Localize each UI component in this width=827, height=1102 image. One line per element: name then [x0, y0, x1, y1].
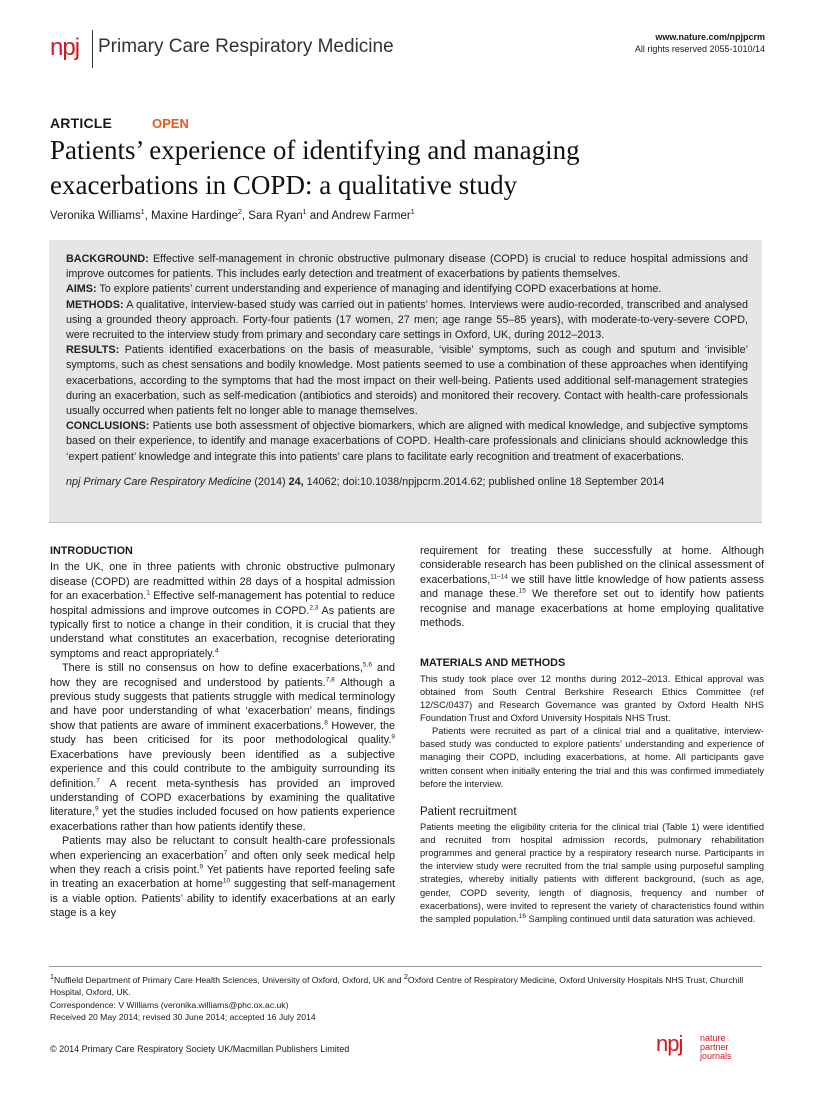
citation-volume: 24,	[288, 475, 304, 488]
body-text: suggesting that self-management is a viable option. Patients’ ability to identify exacerbations at an early stage is a key	[50, 878, 395, 920]
citation-journal: npj Primary Care Respiratory Medicine	[66, 475, 252, 488]
affiliations	[50, 971, 762, 999]
reference-link[interactable]: 7	[223, 848, 228, 856]
author-affiliation: 2	[237, 209, 242, 216]
author-list	[50, 209, 415, 222]
body-text: There is still no consensus on how to define exacerbations,	[62, 662, 363, 675]
npj-logo: npj	[50, 34, 80, 61]
body-text: yet the studies included focused on how patients experience exacerbations rather than how patients identify these.	[50, 806, 395, 833]
body-text: We therefore set out to identify how patients recognise and manage exacerbations at home employing qualitative methods.	[420, 588, 764, 630]
intro-paragraph-4	[420, 544, 764, 630]
reference-link[interactable]: 15	[518, 587, 526, 595]
abstract-label: METHODS:	[66, 298, 124, 311]
citation-line	[66, 475, 748, 490]
author-name: Maxine Hardinge	[151, 209, 238, 222]
reference-link[interactable]: 9	[391, 733, 395, 741]
left-column	[50, 544, 395, 921]
footnotes	[50, 971, 762, 1023]
reference-link[interactable]: 7,8	[325, 676, 335, 684]
rights-notice: All rights reserved 2055-1010/14	[634, 44, 765, 54]
patient-recruitment-heading: Patient recruitment	[420, 805, 517, 818]
citation-year: (2014)	[254, 475, 286, 488]
npr-line-1: nature partner	[700, 1033, 729, 1052]
reference-link[interactable]: 9	[95, 805, 99, 813]
reference-link[interactable]: 9	[199, 863, 204, 871]
abstract-text: Patients identified exacerbations on the basis of measurable, ‘visible’ symptoms, such as cough and sputum and ‘invisible’ symptoms, such as chest sensations and bodily knowledge. Most patients seemed to use a combination of these approaches when identifying exacerbations, according to the symptoms that had the most impact on their well-being. Patients used additional self-management strategies during an exacerbation, such as self-medication (antibiotics and steroids) and monitored their recovery. Contact with health-care professionals usually occurred when patients felt no longer able to manage themselves.	[66, 344, 749, 418]
abstract-text: Effective self-management in chronic obstructive pulmonary disease (COPD) is crucial to reduce hospital admissions and improve outcomes for patients. This includes early detection and treatment of exacerbations by patients themselves.	[66, 253, 748, 281]
abstract-text: Patients use both assessment of objective biomarkers, which are aligned with medical knowledge, and subjective symptoms based on their experience, to identify and manage exacerbations of COPD. Health-care professionals and clinicians should acknowledge this ‘expert patient’ knowledge and integrate this into patients’ care plans to facilitate early recognition and treatment of exacerbations.	[66, 420, 749, 463]
author-affiliation: 1	[140, 209, 145, 216]
body-text: we still have little knowledge of how patients assess and manage these.	[420, 573, 764, 601]
abstract-label: RESULTS:	[66, 344, 120, 357]
header-right	[635, 31, 765, 55]
abstract-conclusions	[66, 419, 748, 465]
author-separator: and	[306, 209, 332, 222]
reference-link[interactable]: 16	[518, 912, 526, 920]
affiliation-number: 2	[403, 973, 408, 981]
journal-name: Primary Care Respiratory Medicine	[98, 36, 394, 57]
reference-link[interactable]: 10	[222, 877, 231, 885]
article-type-label: ARTICLE	[50, 115, 113, 131]
author-separator: ,	[241, 209, 249, 222]
npr-line-2: journals	[700, 1051, 732, 1061]
article-title: Patients’ experience of identifying and managing exacerbations in COPD: a qualitative study	[50, 135, 580, 200]
body-text: and often only seek medical help when they reach a crisis point.	[50, 849, 395, 876]
author-name: Andrew Farmer	[331, 209, 411, 222]
affiliation-number: 1	[50, 973, 54, 981]
author-affiliation: 1	[302, 209, 307, 216]
section-divider	[49, 522, 762, 523]
intro-paragraph-3	[50, 834, 395, 920]
nature-partner-journals	[700, 1034, 732, 1061]
abstract-text: To explore patients’ current understanding and experience of managing and identifying COPD exacerbations at home.	[99, 283, 662, 296]
reference-link[interactable]: 8	[324, 719, 328, 727]
body-text: Patients may also be reluctant to consult health-care professionals when experiencing an exacerbation	[50, 835, 395, 862]
author-separator: ,	[144, 209, 152, 222]
methods-paragraph-3	[420, 821, 764, 926]
body-text: Exacerbations have previously been identified as a subjective experience and this could contribute to the ambiguity surrounding its definition.	[50, 748, 395, 790]
affiliation-text: Oxford Centre of Respiratory Medicine, Oxford University Hospitals NHS Trust, Churchill Hospital, Oxford, UK.	[50, 974, 744, 998]
npj-footer-mark: npj	[656, 1031, 683, 1056]
introduction-heading: INTRODUCTION	[50, 545, 133, 557]
citation-doi[interactable]: 14062; doi:10.1038/npjpcrm.2014.62; published online 18 September 2014	[306, 475, 665, 488]
open-access-label: OPEN	[152, 116, 189, 131]
received-dates: Received 20 May 2014; revised 30 June 2014; accepted 16 July 2014	[50, 1012, 316, 1023]
logo-divider	[92, 30, 93, 68]
body-text: Effective self-management has potential to reduce hospital admissions and improve outcomes in COPD.	[50, 590, 395, 617]
methods-heading: MATERIALS AND METHODS	[420, 657, 566, 670]
body-text: In the UK, one in three patients with chronic obstructive pulmonary disease (COPD) are readmitted within 28 days of a hospital admission for an exacerbation.	[50, 561, 395, 603]
reference-link[interactable]: 7	[96, 776, 100, 784]
affiliation-text: Nuffield Department of Primary Care Health Sciences, University of Oxford, Oxford, UK and	[53, 974, 404, 985]
abstract-aims	[66, 282, 748, 297]
correspondence[interactable]: Correspondence: V Williams (veronika.williams@phc.ox.ac.uk)	[50, 999, 289, 1010]
abstract-label: AIMS:	[66, 283, 97, 296]
methods-paragraph-1: This study took place over 12 months during 2012–2013. Ethical approval was obtained from South Central Berkshire Research Ethics Committee (ref 12/SC/0437) and Research Governance was granted by Oxford Health NHS Foundation Trust and Oxford University Hospitals NHS Trust.	[420, 673, 764, 724]
reference-link[interactable]: 1	[146, 589, 150, 597]
abstract-label: CONCLUSIONS:	[66, 420, 150, 433]
body-text: However, the study has been criticised for its poor methodological quality.	[50, 719, 396, 747]
body-text: Patients meeting the eligibility criteria for the clinical trial (Table 1) were identified and recruited from hospital admission records, pulmonary rehabilitation programmes and general practice by a respiratory research nurse. Participants in the interview study were recruited from the trial sample using purposeful sampling strategies, whereby initially patients with different background, (such as age, gender, COPD severity, length of diagnosis, frequency and number of exacerbations), were invited to represent the variety of characteristics found within the sampled population.	[420, 822, 764, 924]
author-name: Sara Ryan	[248, 209, 303, 222]
body-text: requirement for treating these successfully at home. Although considerable research has been published on the clinical assessment of exacerbations,	[420, 545, 764, 586]
npj-footer-logo	[656, 1031, 732, 1061]
body-text: As patients are typically first to notice a change in their condition, it is crucial that they understand what constitutes an exacerbation, recognise deteriorating symptoms and react appropriately.	[50, 604, 395, 660]
abstract-results	[66, 343, 748, 419]
abstract-label: BACKGROUND:	[66, 253, 149, 265]
journal-url[interactable]: www.nature.com/npjpcrm	[655, 32, 765, 42]
body-text: Sampling continued until data saturation was achieved.	[525, 913, 756, 924]
abstract-background	[66, 252, 748, 282]
reference-link[interactable]: 2,3	[309, 604, 319, 612]
author-affiliation: 1	[410, 209, 415, 216]
intro-paragraph-1	[50, 560, 395, 661]
author-name: Veronika Williams	[50, 209, 141, 222]
reference-link[interactable]: 5,6	[362, 661, 372, 669]
body-text: Although a previous study suggests that patients struggle with medical terminology and have poor understanding of what ‘exacerbation’ means, findings show that patients are aware of imminent exacerbations.	[50, 676, 395, 732]
abstract-box	[49, 240, 762, 522]
reference-link[interactable]: 4	[214, 647, 219, 655]
copyright-notice: © 2014 Primary Care Respiratory Society UK/Macmillan Publishers Limited	[50, 1044, 350, 1054]
intro-paragraph-2	[50, 661, 395, 834]
footnote-divider	[49, 966, 762, 967]
abstract-text: A qualitative, interview-based study was carried out in patients’ homes. Interviews were audio-recorded, transcribed and analysed using a grounded theory approach. Forty-four patients (17 women, 27 men; age range 55–85 years), with moderate-to-very-severe COPD, were recruited to the interview study from primary and secondary care settings in Oxford, UK, during 2012–2013.	[66, 298, 748, 342]
body-text: A recent meta-synthesis has provided an improved understanding of COPD exacerbations by examining the qualitative literature,	[50, 777, 395, 819]
methods-paragraph-2: Patients were recruited as part of a clinical trial and a qualitative, interview-based study was conducted to explore patients’ understanding and experience of managing their COPD, including exacerbations, at home. All participants gave written consent when initially entering the trial and this was confirmed immediately before the interview.	[420, 726, 764, 789]
body-text: Yet patients have reported feeling safe in treating an exacerbation at home	[50, 863, 395, 891]
body-text: and how they are recognised and understood by patients.	[50, 662, 395, 689]
right-column	[420, 544, 764, 926]
reference-link[interactable]: 11–14	[490, 573, 508, 581]
abstract-methods	[66, 298, 748, 344]
